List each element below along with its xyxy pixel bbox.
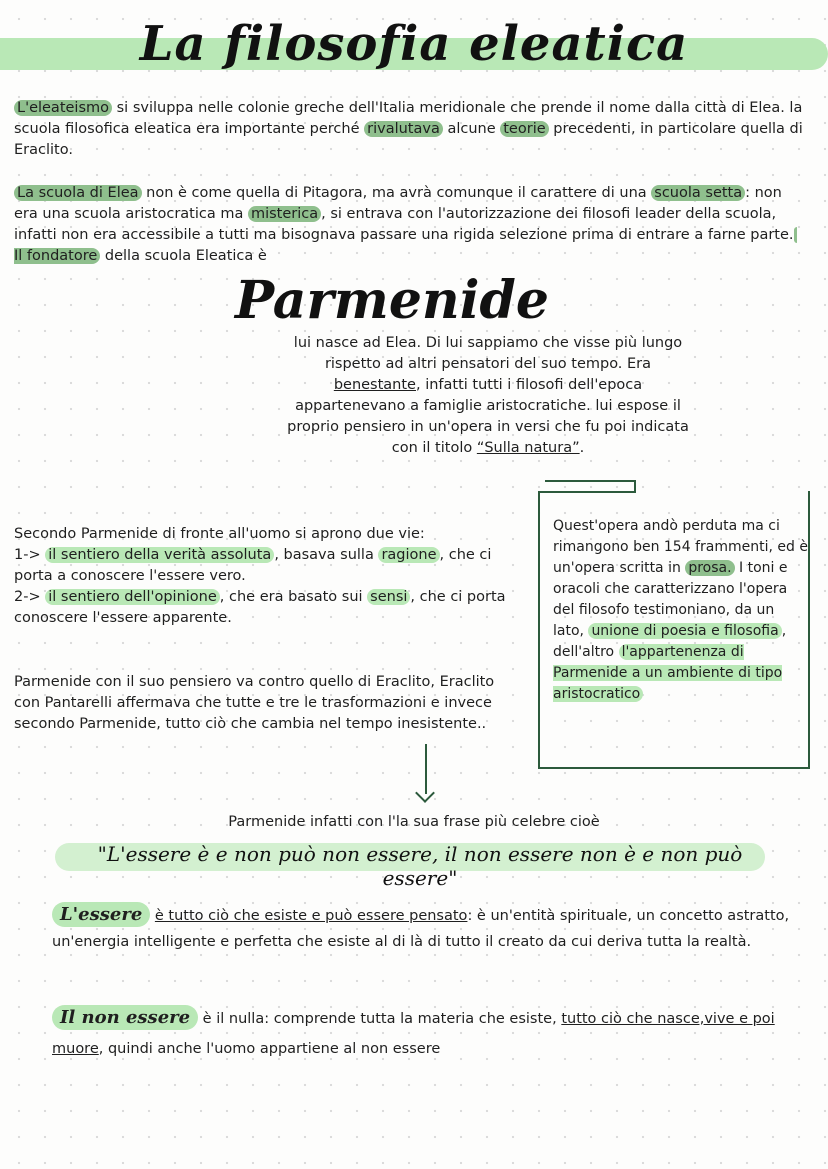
- essere-label: L'essere: [52, 902, 150, 927]
- nonessere-paragraph: Il non essere è il nulla: comprende tutta la materia che esiste, tutto ciò che nasce,vive e poi muore, quindi anche l'uomo appartiene al non essere: [52, 1007, 775, 1057]
- nonessere-label: Il non essere: [52, 1005, 198, 1030]
- connector-line: [545, 480, 636, 482]
- frase-line: Parmenide infatti con l'la sua frase più celebre cioè: [228, 814, 600, 830]
- page-title: La filosofia eleatica: [139, 16, 689, 72]
- arrow-head-icon: [415, 783, 435, 803]
- school-paragraph: La scuola di Elea non è come quella di Pitagora, ma avrà comunque il carattere di una scuola setta : non era una scuola aristocratica ma misterica , si entrava con l'autorizzazione dei filosofi leader della scuola, infatti non era accessibile a tutti ma bisognava passare una rigida selezione prima di entrare a farne parte. Il fondatore della scuola Eleatica è: [14, 183, 804, 267]
- bio-paragraph: lui nasce ad Elea. Di lui sappiamo che visse più lungo rispetto ad altri pensatori del suo tempo. Era benestante, infatti tutti i filosofi dell'epoca appartenevano a famiglie aristocratiche. lui espose il proprio pensiero in un'opera in versi che fu poi indicata con il titolo “Sulla natura”.: [287, 335, 689, 456]
- intro-paragraph: L'eleateismo si sviluppa nelle colonie greche dell'Italia meridionale che prende il nome dalla città di Elea. la scuola filosofica eleatica era importante perché rivalutava alcune teorie precedenti, in particolare quella di Eraclito.: [14, 100, 803, 158]
- eraclito-paragraph: Parmenide con il suo pensiero va contro quello di Eraclito, Eraclito con Pantarelli affermava che tutte e tre le trasformazioni e invece secondo Parmenide, tutto ciò che cambia nel tempo inesistente..: [14, 674, 495, 732]
- highlight-eleateismo: L'eleateismo: [14, 100, 112, 116]
- parmenide-heading: Parmenide: [235, 270, 549, 331]
- info-box-text: Quest'opera andò perduta ma ci rimangono ben 154 frammenti, ed è un'opera scritta in prosa. I toni e oracoli che caratterizzano l'opera del filosofo testimoniano, da un lato, unione di poesia e filosofia , dell'altro l'appartenenza di Parmenide a un ambiente di tipo aristocratico: [553, 518, 808, 702]
- famous-quote: "L'essere è e non può non essere, il non essere non è e non può essere": [97, 842, 743, 890]
- essere-paragraph: L'essere è tutto ciò che esiste e può essere pensato: è un'entità spirituale, un concetto astratto, un'energia intelligente e perfetta che esiste al di là di tutto il creato da cui deriva tutta la realtà.: [52, 904, 790, 950]
- vie-paragraph: Secondo Parmenide di fronte all'uomo si aprono due vie: 1-> il sentiero della verità assoluta , basava sulla ragione , che ci porta a conoscere l'essere vero. 2-> il sentiero dell'opinione , che era basato sui sensi , che ci porta conoscere l'essere apparente.: [14, 526, 506, 626]
- info-box-top: [538, 491, 636, 493]
